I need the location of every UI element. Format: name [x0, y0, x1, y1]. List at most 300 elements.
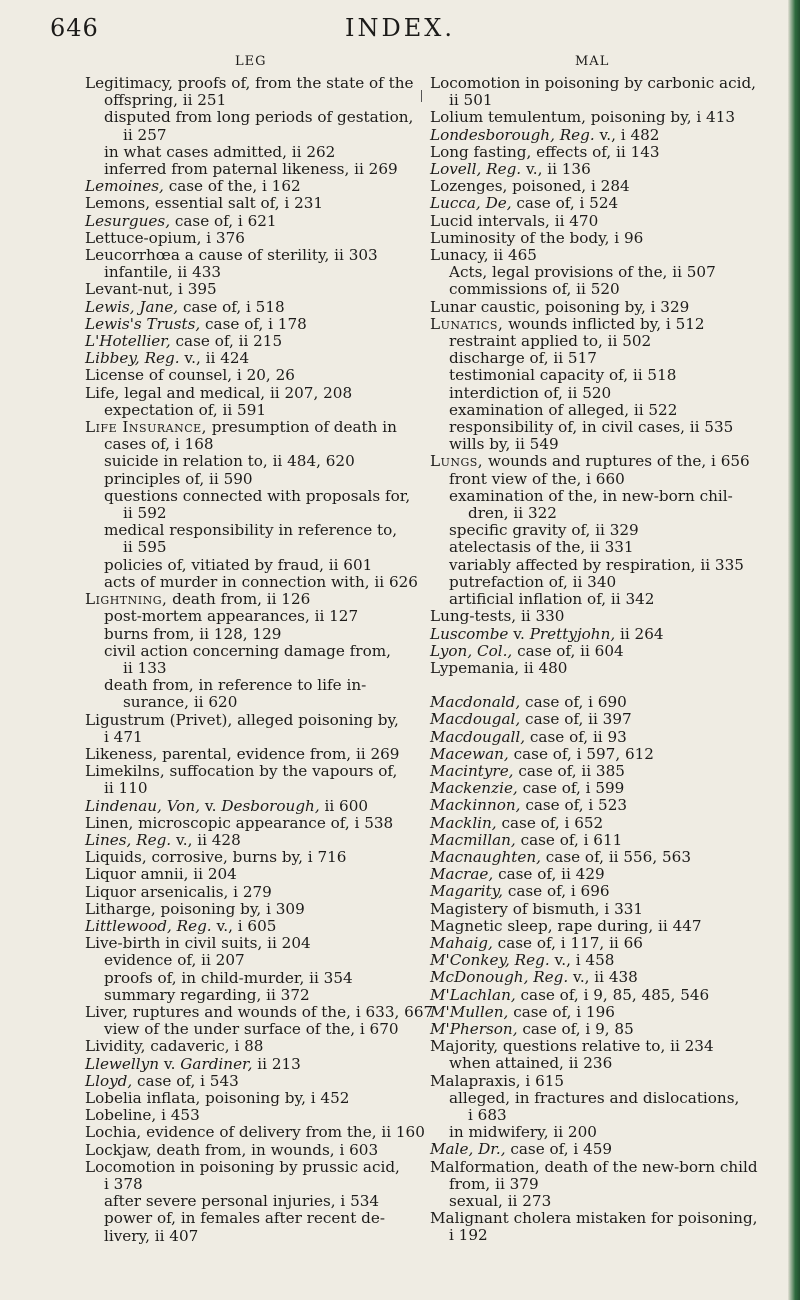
italic-term: Macrae,	[430, 865, 494, 884]
index-subentry	[85, 109, 420, 126]
entry-text: Lypemania, ii 480	[430, 658, 568, 677]
entry-text: case of, i 621	[170, 211, 277, 230]
smallcaps-term: Life Insurance,	[85, 418, 207, 437]
entry-text: Lividity, cadaveric, i 88	[85, 1037, 264, 1056]
italic-term: Male, Dr.,	[430, 1140, 506, 1159]
index-entry	[430, 797, 765, 814]
entry-text: Lunar caustic, poisoning by, i 329	[430, 297, 690, 316]
entry-text: responsibility of, in civil cases, ii 535	[449, 418, 734, 437]
index-subentry	[430, 402, 765, 419]
entry-text: civil action concerning damage from,	[104, 641, 391, 660]
italic-term: L'Hotellier,	[85, 332, 171, 351]
index-subentry	[85, 402, 420, 419]
entry-text: v.	[508, 624, 530, 643]
entry-text: Life, legal and medical, ii 207, 208	[85, 383, 353, 402]
entry-text: Leucorrhœa a cause of sterility, ii 303	[85, 246, 378, 265]
index-subentry	[85, 471, 420, 488]
index-entry	[85, 178, 420, 195]
index-entry	[85, 918, 420, 935]
entry-text: Malformation, death of the new-born child	[430, 1157, 758, 1176]
italic-term: M'Lachlan,	[430, 985, 516, 1004]
left-column	[85, 74, 434, 1245]
entry-text: Legitimacy, proofs of, from the state of the	[85, 74, 414, 92]
entry-text: Magistery of bismuth, i 331	[430, 899, 644, 918]
index-entry	[430, 195, 765, 212]
index-subentry	[85, 264, 420, 281]
italic-term: Mackenzie,	[430, 779, 518, 798]
index-entry	[85, 1002, 434, 1021]
entry-text: Lobeline, i 453	[85, 1106, 200, 1125]
entry-text: after severe personal injuries, i 534	[104, 1192, 380, 1211]
entry-text: Litharge, poisoning by, i 309	[85, 899, 305, 918]
entry-text: disputed from long periods of gestation,	[104, 108, 414, 127]
entry-text: i 192	[449, 1226, 488, 1245]
entry-text: Liquor amnii, ii 204	[85, 865, 237, 884]
index-subentry	[85, 1210, 420, 1227]
entry-text: power of, in females after recent de-	[104, 1209, 385, 1228]
index-subentry	[430, 574, 765, 591]
italic-term: Lyon, Col.,	[430, 641, 513, 660]
index-subentry	[85, 488, 420, 505]
index-entry	[85, 1123, 425, 1142]
entry-text: case of, i 518	[178, 297, 285, 316]
entry-text: putrefaction of, ii 340	[449, 572, 617, 591]
index-entry	[85, 746, 420, 763]
smallcaps-term: Lunatics,	[430, 314, 504, 333]
entry-text: Locomotion in poisoning by prussic acid,	[85, 1157, 400, 1176]
index-subentry	[85, 729, 420, 746]
italic-term: Gardiner,	[180, 1054, 253, 1073]
index-subentry	[430, 557, 765, 574]
index-subentry	[430, 1176, 765, 1193]
italic-term: Lloyd,	[85, 1071, 133, 1090]
index-entry	[85, 385, 420, 402]
entry-text: case of, i 611	[515, 830, 623, 849]
entry-text: v., ii 136	[521, 160, 591, 179]
italic-term: Macdougall,	[430, 727, 526, 746]
entry-text: ii 213	[252, 1054, 301, 1073]
index-entry	[85, 712, 420, 729]
entry-text: case of, ii 556, 563	[540, 847, 691, 866]
index-subentry	[430, 1055, 765, 1072]
index-entry	[430, 316, 765, 333]
index-entry	[85, 832, 420, 849]
entry-text: case of, i 690	[520, 693, 627, 712]
entry-text: Levant-nut, i 395	[85, 280, 217, 299]
index-entry	[85, 299, 420, 316]
entry-text: Lucid intervals, ii 470	[430, 211, 599, 230]
column-divider	[421, 90, 422, 102]
entry-text: front view of the, i 660	[449, 469, 625, 488]
entry-text: examination of alleged, ii 522	[449, 400, 678, 419]
entry-text: case of, ii 604	[512, 641, 624, 660]
entry-text: Luminosity of the body, i 96	[430, 228, 644, 247]
index-entry	[430, 1159, 765, 1176]
entry-text: case of, i 543	[132, 1071, 239, 1090]
entry-text: restraint applied to, ii 502	[449, 332, 652, 351]
italic-term: Macmillan,	[430, 830, 516, 849]
entry-text: wounds and ruptures of the, i 656	[483, 452, 750, 471]
index-entry	[430, 144, 765, 161]
entry-text: Likeness, parental, evidence from, ii 269	[85, 744, 400, 763]
italic-term: Macnaughten,	[430, 847, 541, 866]
entry-text: dren, ii 322	[468, 504, 557, 523]
index-entry	[430, 969, 765, 986]
index-entry	[85, 763, 420, 780]
entry-text: post-mortem appearances, ii 127	[104, 607, 359, 626]
index-subentry	[85, 539, 420, 556]
entry-text: case of, i 9, 85	[517, 1019, 634, 1038]
entry-text: case of, ii 215	[170, 332, 283, 351]
index-entry	[85, 1038, 420, 1055]
index-subentry	[85, 1021, 420, 1038]
index-subentry	[85, 92, 420, 109]
entry-text: suicide in relation to, ii 484, 620	[104, 452, 355, 471]
index-entry	[85, 849, 420, 866]
index-entry	[85, 1056, 420, 1073]
index-entry	[430, 660, 765, 677]
italic-term: Mackinnon,	[430, 796, 521, 815]
index-entry	[430, 109, 765, 126]
entry-text: Lunacy, ii 465	[430, 246, 537, 265]
entry-text: when attained, ii 236	[449, 1054, 613, 1073]
entry-text: case of, i 524	[511, 194, 619, 213]
entry-text: Liver, ruptures and wounds of the, i 633, 667	[85, 1002, 434, 1021]
entry-text: case of, i 696	[503, 882, 610, 901]
index-subentry	[85, 970, 420, 987]
entry-text: specific gravity of, ii 329	[449, 521, 639, 540]
italic-term: Lesurgues,	[85, 211, 171, 230]
index-subentry	[85, 505, 420, 522]
index-entry	[430, 643, 765, 660]
entry-text: Magnetic sleep, rape during, ii 447	[430, 916, 702, 935]
entry-text: wounds inflicted by, i 512	[503, 314, 705, 333]
index-subentry	[85, 643, 420, 660]
entry-text: presumption of death in	[206, 418, 397, 437]
entry-text: surance, ii 620	[123, 693, 238, 712]
entry-text: case of, i 599	[517, 779, 625, 798]
italic-term: Lucca, De,	[430, 194, 512, 213]
entry-text: i 683	[468, 1105, 507, 1124]
entry-text: inferred from paternal likeness, ii 269	[104, 160, 398, 179]
italic-term: Desborough,	[221, 796, 320, 815]
index-subentry	[430, 488, 765, 505]
entry-text: summary regarding, ii 372	[104, 985, 310, 1004]
italic-term: M'Pherson,	[430, 1019, 518, 1038]
italic-term: M'Conkey, Reg.	[430, 951, 550, 970]
entry-text: testimonial capacity of, ii 518	[449, 366, 677, 385]
entry-text: in what cases admitted, ii 262	[104, 142, 336, 161]
entry-text: artificial inflation of, ii 342	[449, 590, 655, 609]
index-subentry	[430, 522, 765, 539]
index-entry	[85, 935, 420, 952]
index-entry	[85, 230, 420, 247]
index-subentry	[85, 780, 420, 797]
italic-term: Lewis, Jane,	[85, 297, 179, 316]
entry-text: Lochia, evidence of delivery from the, ii 160	[85, 1123, 425, 1142]
entry-text: Liquor arsenicalis, i 279	[85, 882, 272, 901]
italic-term: Prettyjohn,	[529, 624, 616, 643]
entry-text: License of counsel, i 20, 26	[85, 366, 295, 385]
entry-text: expectation of, ii 591	[104, 400, 267, 419]
entry-text: evidence of, ii 207	[104, 951, 245, 970]
entry-text: Locomotion in poisoning by carbonic acid,	[430, 74, 756, 92]
index-entry	[85, 815, 420, 832]
entry-text: livery, ii 407	[104, 1226, 199, 1245]
page-number: 646	[50, 14, 99, 42]
entry-text: ii 595	[123, 538, 167, 557]
italic-term: Lindenau, Von,	[85, 796, 201, 815]
index-subentry	[430, 281, 765, 298]
entry-text: Live-birth in civil suits, ii 204	[85, 934, 311, 953]
entry-text: case of, ii 385	[513, 761, 625, 780]
entry-text: Liquids, corrosive, burns by, i 716	[85, 848, 347, 867]
italic-term: Macklin,	[430, 813, 497, 832]
italic-term: Mahaig,	[430, 933, 493, 952]
index-subentry	[85, 557, 420, 574]
index-subentry	[430, 333, 765, 350]
index-subentry	[430, 505, 765, 522]
index-subentry	[85, 660, 420, 677]
index-entry	[430, 1141, 765, 1158]
index-entry	[85, 75, 420, 92]
italic-term: Libbey, Reg.	[85, 349, 180, 368]
index-subentry	[430, 539, 765, 556]
entry-text: ii 264	[615, 624, 664, 643]
entry-text: v.	[159, 1054, 181, 1073]
index-entry	[85, 1090, 420, 1107]
entry-text: alleged, in fractures and dislocations,	[449, 1088, 740, 1107]
entry-text: v., i 458	[549, 951, 615, 970]
section-gap	[430, 677, 765, 694]
entry-text: offspring, ii 251	[104, 91, 227, 110]
entry-text: ii 501	[449, 91, 493, 110]
italic-term: Macdougal,	[430, 710, 521, 729]
index-entry	[430, 832, 765, 849]
index-subentry	[85, 522, 420, 539]
index-subentry	[430, 471, 765, 488]
entry-text: cases of, i 168	[104, 435, 214, 454]
entry-text: Acts, legal provisions of the, ii 507	[449, 263, 716, 282]
italic-term: Macdonald,	[430, 693, 521, 712]
index-entry	[85, 1142, 420, 1159]
index-entry	[430, 711, 765, 728]
index-subentry	[85, 677, 420, 694]
index-subentry	[85, 1193, 420, 1210]
index-subentry	[430, 1090, 765, 1107]
index-entry	[430, 987, 765, 1004]
entry-text: case of, i 523	[520, 796, 628, 815]
index-subentry	[430, 419, 765, 436]
entry-text: v., ii 428	[171, 830, 241, 849]
index-entry	[430, 127, 765, 144]
index-entry	[430, 763, 765, 780]
index-entry	[85, 419, 420, 436]
italic-term: Macintyre,	[430, 761, 514, 780]
index-entry	[430, 866, 765, 883]
entry-text: in midwifery, ii 200	[449, 1123, 597, 1142]
entry-text: principles of, ii 590	[104, 469, 253, 488]
left-column-head: LEG	[235, 54, 267, 69]
index-entry	[85, 1073, 420, 1090]
smallcaps-term: Lungs,	[430, 452, 484, 471]
index-subentry	[85, 952, 420, 969]
index-subentry	[430, 1107, 765, 1124]
index-subentry	[85, 608, 420, 625]
index-entry	[85, 884, 420, 901]
italic-term: Llewellyn	[85, 1054, 159, 1073]
entry-text: case of, i 459	[505, 1140, 613, 1159]
index-subentry	[85, 626, 420, 643]
entry-text: Ligustrum (Privet), alleged poisoning by,	[85, 710, 399, 729]
index-entry	[430, 883, 765, 900]
index-entry	[430, 178, 765, 195]
index-entry	[85, 281, 420, 298]
entry-text: case of, i 178	[200, 314, 307, 333]
entry-text: Lettuce-opium, i 376	[85, 228, 245, 247]
index-subentry	[85, 987, 420, 1004]
entry-text: atelectasis of the, ii 331	[449, 538, 634, 557]
entry-text: Long fasting, effects of, ii 143	[430, 142, 660, 161]
italic-term: McDonough, Reg.	[430, 968, 569, 987]
entry-text: sexual, ii 273	[449, 1192, 552, 1210]
index-subentry	[85, 574, 420, 591]
index-entry	[430, 161, 765, 178]
index-entry	[430, 935, 765, 952]
index-entry	[430, 247, 765, 264]
index-entry	[430, 815, 765, 832]
entry-text: v., ii 424	[179, 349, 250, 368]
index-entry	[430, 1004, 765, 1021]
entry-text: Lozenges, poisoned, i 284	[430, 177, 630, 196]
index-subentry	[430, 591, 765, 608]
index-entry	[430, 1038, 765, 1055]
index-entry	[430, 608, 765, 625]
entry-text: commissions of, ii 520	[449, 280, 620, 299]
entry-text: death from, in reference to life in-	[104, 676, 367, 695]
italic-term: Luscombe	[430, 624, 509, 643]
entry-text: burns from, ii 128, 129	[104, 624, 282, 643]
index-entry	[85, 213, 420, 230]
index-entry	[85, 367, 420, 384]
entry-text: wills by, ii 549	[449, 435, 559, 454]
index-entry	[430, 952, 765, 969]
entry-text: ii 592	[123, 504, 167, 523]
index-entry	[85, 195, 420, 212]
index-entry	[85, 591, 420, 608]
index-entry	[430, 746, 765, 763]
entry-text: Lobelia inflata, poisoning by, i 452	[85, 1088, 350, 1107]
page-title: INDEX.	[345, 14, 455, 42]
entry-text: questions connected with proposals for,	[104, 486, 411, 505]
entry-text: v.	[200, 796, 222, 815]
entry-text: i 378	[104, 1175, 143, 1193]
index-entry	[430, 230, 765, 247]
entry-text: Lockjaw, death from, in wounds, i 603	[85, 1140, 379, 1159]
italic-term: Littlewood, Reg.	[85, 916, 212, 935]
entry-text: policies of, vitiated by fraud, ii 601	[104, 555, 373, 574]
entry-text: infantile, ii 433	[104, 263, 222, 282]
entry-text: from, ii 379	[449, 1174, 539, 1193]
entry-text: case of, i 652	[496, 813, 604, 832]
italic-term: Lemoines,	[85, 177, 164, 196]
entry-text: proofs of, in child-murder, ii 354	[104, 968, 353, 987]
entry-text: examination of the, in new-born chil-	[449, 486, 733, 505]
page-header	[0, 14, 770, 44]
entry-text: ii 257	[123, 125, 167, 144]
entry-text: ii 133	[123, 658, 167, 677]
italic-term: Londesborough, Reg.	[430, 125, 595, 144]
index-subentry	[85, 144, 420, 161]
italic-term: Lovell, Reg.	[430, 160, 522, 179]
entry-text: Lolium temulentum, poisoning by, i 413	[430, 108, 736, 127]
entry-text: medical responsibility in reference to,	[104, 521, 398, 540]
right-column	[430, 75, 765, 1245]
entry-text: v., i 482	[594, 125, 660, 144]
italic-term: Lewis's Trusts,	[85, 314, 201, 333]
italic-term: Magarity,	[430, 882, 503, 901]
entry-text: view of the under surface of the, i 670	[104, 1020, 399, 1039]
index-entry	[430, 918, 765, 935]
entry-text: case of, i 597, 612	[508, 744, 654, 763]
italic-term: M'Mullen,	[430, 1002, 509, 1021]
index-entry	[430, 1021, 765, 1038]
index-subentry	[85, 1228, 420, 1245]
index-subentry	[85, 1176, 420, 1193]
entry-text: death from, ii 126	[167, 590, 311, 609]
index-entry	[430, 849, 765, 866]
index-entry	[85, 866, 420, 883]
entry-text: case of, ii 93	[525, 727, 627, 746]
italic-term: Macewan,	[430, 744, 509, 763]
entry-text: Linen, microscopic appearance of, i 538	[85, 813, 394, 832]
entry-text: case of, i 196	[508, 1002, 615, 1021]
index-entry	[85, 247, 420, 264]
index-entry	[430, 75, 765, 92]
index-entry	[430, 453, 765, 470]
index-subentry	[85, 161, 420, 178]
index-entry	[430, 729, 765, 746]
index-subentry	[430, 436, 765, 453]
index-entry	[85, 901, 420, 918]
entry-text: Lemons, essential salt of, i 231	[85, 194, 324, 213]
index-subentry	[85, 453, 420, 470]
index-entry	[85, 333, 420, 350]
index-subentry	[430, 350, 765, 367]
index-subentry	[430, 385, 765, 402]
index-entry	[85, 1107, 420, 1124]
right-column-head: MAL	[575, 54, 610, 69]
index-entry	[430, 299, 765, 316]
index-entry	[430, 1073, 765, 1090]
entry-text: variably affected by respiration, ii 335	[449, 555, 744, 574]
entry-text: acts of murder in connection with, ii 626	[104, 572, 418, 591]
index-subentry	[430, 1124, 765, 1141]
index-entry	[430, 1210, 765, 1227]
entry-text: interdiction of, ii 520	[449, 383, 612, 402]
entry-text: v., i 605	[211, 916, 277, 935]
entry-text: case of, ii 397	[520, 710, 632, 729]
index-entry	[430, 626, 765, 643]
index-entry	[430, 780, 765, 797]
entry-text: Malapraxis, i 615	[430, 1071, 565, 1090]
entry-text: ii 600	[319, 796, 369, 815]
index-subentry	[430, 92, 765, 109]
index-subentry	[430, 264, 765, 281]
index-subentry	[430, 1227, 765, 1244]
smallcaps-term: Lightning,	[85, 590, 168, 609]
index-entry	[430, 901, 765, 918]
